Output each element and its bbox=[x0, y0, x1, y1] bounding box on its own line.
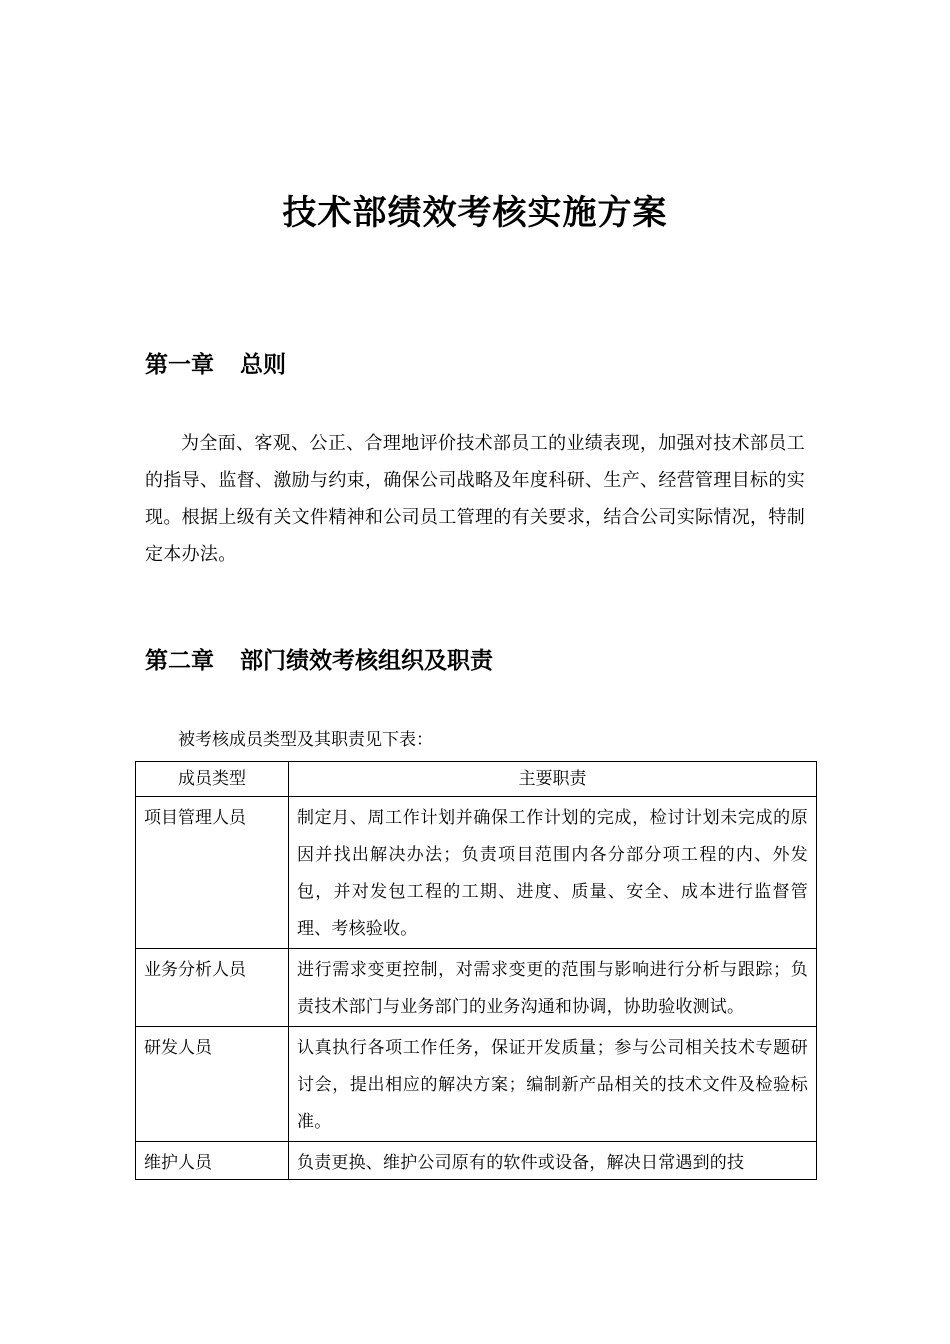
chapter-2-title: 部门绩效考核组织及职责 bbox=[240, 648, 493, 674]
table-row bbox=[136, 1027, 817, 1142]
duty-text: 负责更换、维护公司原有的软件或设备，解决日常遇到的技 bbox=[297, 1153, 745, 1173]
table-intro: 被考核成员类型及其职责见下表： bbox=[178, 730, 433, 750]
header-member-type: 成员类型 bbox=[136, 762, 289, 797]
chapter-1-title: 总则 bbox=[240, 352, 286, 378]
member-duty-table bbox=[135, 761, 817, 1180]
member-type-cell: 研发人员 bbox=[136, 1027, 289, 1142]
duty-cell: 制定月、周工作计划并确保工作计划的完成，检讨计划未完成的原因并找出解决办法；负责项目范围内各分部分项工程的内、外发包，并对发包工程的工期、进度、质量、安全、成本进行监督管理、考核验收。 bbox=[289, 797, 817, 949]
chapter-2-heading bbox=[145, 644, 493, 678]
table-row bbox=[136, 949, 817, 1027]
duty-cell: 进行需求变更控制，对需求变更的范围与影响进行分析与跟踪；负责技术部门与业务部门的业务沟通和协调，协助验收测试。 bbox=[289, 949, 817, 1027]
chapter-1-number: 第一章 bbox=[145, 352, 214, 378]
chapter-1-paragraph: 为全面、客观、公正、合理地评价技术部员工的业绩表现，加强对技术部员工的指导、监督、激励与约束，确保公司战略及年度科研、生产、经营管理目标的实现。根据上级有关文件精神和公司员工管理的有关要求，结合公司实际情况，特制定本办法。 bbox=[145, 433, 805, 565]
duty-cell: 认真执行各项工作任务，保证开发质量；参与公司相关技术专题研讨会，提出相应的解决方案；编制新产品相关的技术文件及检验标准。 bbox=[289, 1027, 817, 1142]
table-row bbox=[136, 1142, 817, 1180]
header-main-duty: 主要职责 bbox=[289, 762, 817, 797]
chapter-1-heading bbox=[145, 348, 286, 382]
member-type-cell: 业务分析人员 bbox=[136, 949, 289, 1027]
member-type-cell: 项目管理人员 bbox=[136, 797, 289, 949]
table-row bbox=[136, 797, 817, 949]
duty-cell bbox=[289, 1142, 817, 1180]
document-title: 技术部绩效考核实施方案 bbox=[282, 193, 668, 233]
chapter-2-number: 第二章 bbox=[145, 648, 214, 674]
member-type-text: 维护人员 bbox=[144, 1153, 212, 1173]
member-type-cell bbox=[136, 1142, 289, 1180]
table-header-row bbox=[136, 762, 817, 797]
